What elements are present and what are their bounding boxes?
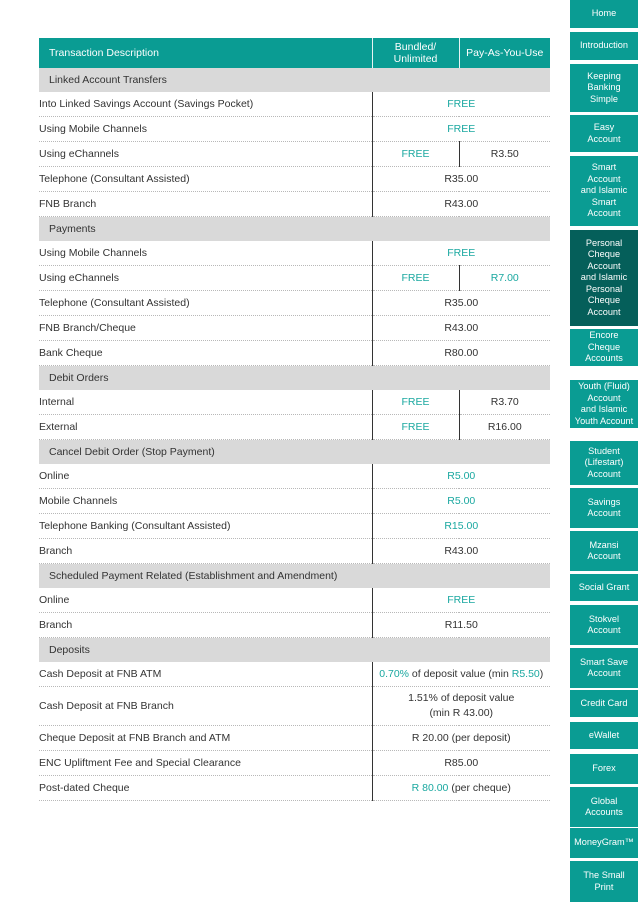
- table-row: [39, 92, 550, 117]
- fee-value: R15.00: [372, 514, 550, 539]
- table-row: [39, 687, 550, 726]
- sidebar-item-global-accounts[interactable]: Global Accounts: [570, 787, 638, 827]
- row-label: Using eChannels: [39, 266, 372, 291]
- row-label: Cheque Deposit at FNB Branch and ATM: [39, 726, 372, 751]
- fee-payg: R3.70: [459, 390, 550, 415]
- fee-value: R5.00: [372, 464, 550, 489]
- table-row: [39, 142, 550, 167]
- row-label: Using Mobile Channels: [39, 117, 372, 142]
- fee-bundled: FREE: [372, 390, 459, 415]
- row-label: FNB Branch/Cheque: [39, 316, 372, 341]
- table-row: [39, 662, 550, 687]
- section-title: Cancel Debit Order (Stop Payment): [39, 440, 550, 465]
- row-label: Online: [39, 588, 372, 613]
- sidebar-item-savings-account[interactable]: Savings Account: [570, 488, 638, 528]
- sidebar-item-the-small-print[interactable]: The Small Print: [570, 861, 638, 902]
- fee-bundled: FREE: [372, 142, 459, 167]
- table-row: [39, 726, 550, 751]
- fee-value: R80.00: [372, 341, 550, 366]
- sidebar-item-social-grant[interactable]: Social Grant: [570, 574, 638, 601]
- sidebar-item-home[interactable]: Home: [570, 0, 638, 28]
- section-title: Payments: [39, 217, 550, 242]
- fee-payg: R3.50: [459, 142, 550, 167]
- header-payg: Pay-As-You-Use: [459, 38, 550, 68]
- fee-value-part: ): [539, 668, 544, 680]
- section-header-row: [39, 564, 550, 589]
- table-row: [39, 539, 550, 564]
- sidebar-item-smart-account-and-islamic-smart-account[interactable]: Smart Account and Islamic Smart Account: [570, 156, 638, 226]
- row-label: Online: [39, 464, 372, 489]
- sidebar-item-smart-save-account[interactable]: Smart Save Account: [570, 648, 638, 688]
- section-header-row: [39, 366, 550, 391]
- table-row: [39, 588, 550, 613]
- row-label: FNB Branch: [39, 192, 372, 217]
- fee-value-part: of deposit value (min: [409, 668, 512, 680]
- table-row: [39, 241, 550, 266]
- section-header-row: [39, 440, 550, 465]
- table-header-row: [39, 38, 550, 68]
- sidebar-item-student-lifestart-account[interactable]: Student (Lifestart) Account: [570, 441, 638, 485]
- fee-value: FREE: [372, 588, 550, 613]
- row-label: Branch: [39, 613, 372, 638]
- table-row: [39, 613, 550, 638]
- row-label: Post-dated Cheque: [39, 776, 372, 801]
- row-label: Cash Deposit at FNB Branch: [39, 687, 372, 726]
- table-row: [39, 167, 550, 192]
- sidebar-item-youth-fluid-account-and-islamic-youth-account[interactable]: Youth (Fluid) Account and Islamic Youth Account: [570, 380, 638, 428]
- table-row: [39, 514, 550, 539]
- sidebar-item-ewallet[interactable]: eWallet: [570, 722, 638, 749]
- row-label: Telephone (Consultant Assisted): [39, 167, 372, 192]
- table-row: [39, 117, 550, 142]
- fee-bundled: FREE: [372, 266, 459, 291]
- table-row: [39, 291, 550, 316]
- row-label: Bank Cheque: [39, 341, 372, 366]
- table-row: [39, 266, 550, 291]
- table-body: [39, 68, 550, 801]
- fee-value: FREE: [372, 241, 550, 266]
- section-header-row: [39, 217, 550, 242]
- fee-value-line: 1.51% of deposit value: [408, 692, 515, 704]
- sidebar-item-keeping-banking-simple[interactable]: Keeping Banking Simple: [570, 64, 638, 112]
- table-row: [39, 192, 550, 217]
- sidebar-item-introduction[interactable]: Introduction: [570, 32, 638, 60]
- fee-value: R85.00: [372, 751, 550, 776]
- fee-value: [372, 662, 550, 687]
- fee-value: R43.00: [372, 539, 550, 564]
- row-label: Telephone Banking (Consultant Assisted): [39, 514, 372, 539]
- fee-value: FREE: [372, 117, 550, 142]
- fee-value: R35.00: [372, 167, 550, 192]
- fee-value: [372, 776, 550, 801]
- table-row: [39, 415, 550, 440]
- sidebar-item-easy-account[interactable]: Easy Account: [570, 115, 638, 152]
- table-row: [39, 341, 550, 366]
- table-row: [39, 751, 550, 776]
- section-header-row: [39, 638, 550, 663]
- sidebar-item-stokvel-account[interactable]: Stokvel Account: [570, 605, 638, 645]
- fee-value: [372, 687, 550, 726]
- table-row: [39, 316, 550, 341]
- table-row: [39, 776, 550, 801]
- table-row: [39, 390, 550, 415]
- header-description: Transaction Description: [39, 38, 372, 68]
- sidebar-item-moneygram[interactable]: MoneyGram™: [570, 828, 638, 858]
- fee-value: FREE: [372, 92, 550, 117]
- fee-bundled: FREE: [372, 415, 459, 440]
- row-label: Branch: [39, 539, 372, 564]
- sidebar-item-credit-card[interactable]: Credit Card: [570, 690, 638, 717]
- row-label: Telephone (Consultant Assisted): [39, 291, 372, 316]
- sidebar-item-forex[interactable]: Forex: [570, 754, 638, 784]
- fee-value-part: (per cheque): [448, 782, 511, 794]
- table-row: [39, 489, 550, 514]
- table-row: [39, 464, 550, 489]
- row-label: Into Linked Savings Account (Savings Pocket): [39, 92, 372, 117]
- sidebar-item-encore-cheque-accounts[interactable]: Encore Cheque Accounts: [570, 329, 638, 366]
- fee-value: R 20.00 (per deposit): [372, 726, 550, 751]
- fee-value: R35.00: [372, 291, 550, 316]
- fee-value: R11.50: [372, 613, 550, 638]
- section-title: Deposits: [39, 638, 550, 663]
- fee-value-part: R 80.00: [411, 782, 449, 794]
- row-label: ENC Upliftment Fee and Special Clearance: [39, 751, 372, 776]
- row-label: Cash Deposit at FNB ATM: [39, 662, 372, 687]
- fee-table: [39, 38, 550, 801]
- row-label: External: [39, 415, 372, 440]
- sidebar-item-personal-cheque-account-and-islamic-personal-cheque-account[interactable]: Personal Cheque Account and Islamic Personal Cheque Account: [570, 230, 638, 326]
- sidebar-item-mzansi-account[interactable]: Mzansi Account: [570, 531, 638, 571]
- header-bundled: [372, 38, 459, 68]
- fee-value-line: (min R 43.00): [429, 707, 494, 719]
- fee-payg: R7.00: [459, 266, 550, 291]
- fee-value: R43.00: [372, 192, 550, 217]
- row-label: Using eChannels: [39, 142, 372, 167]
- row-label: Using Mobile Channels: [39, 241, 372, 266]
- section-title: Debit Orders: [39, 366, 550, 391]
- header-bundled-label: Bundled/ Unlimited: [393, 41, 438, 65]
- section-title: Linked Account Transfers: [39, 68, 550, 92]
- section-title: Scheduled Payment Related (Establishment and Amendment): [39, 564, 550, 589]
- row-label: Mobile Channels: [39, 489, 372, 514]
- fee-value: R5.00: [372, 489, 550, 514]
- fee-value-part: 0.70%: [379, 668, 410, 680]
- fee-payg: R16.00: [459, 415, 550, 440]
- section-header-row: [39, 68, 550, 92]
- row-label: Internal: [39, 390, 372, 415]
- fee-value-part: R5.50: [511, 668, 540, 680]
- fee-value: R43.00: [372, 316, 550, 341]
